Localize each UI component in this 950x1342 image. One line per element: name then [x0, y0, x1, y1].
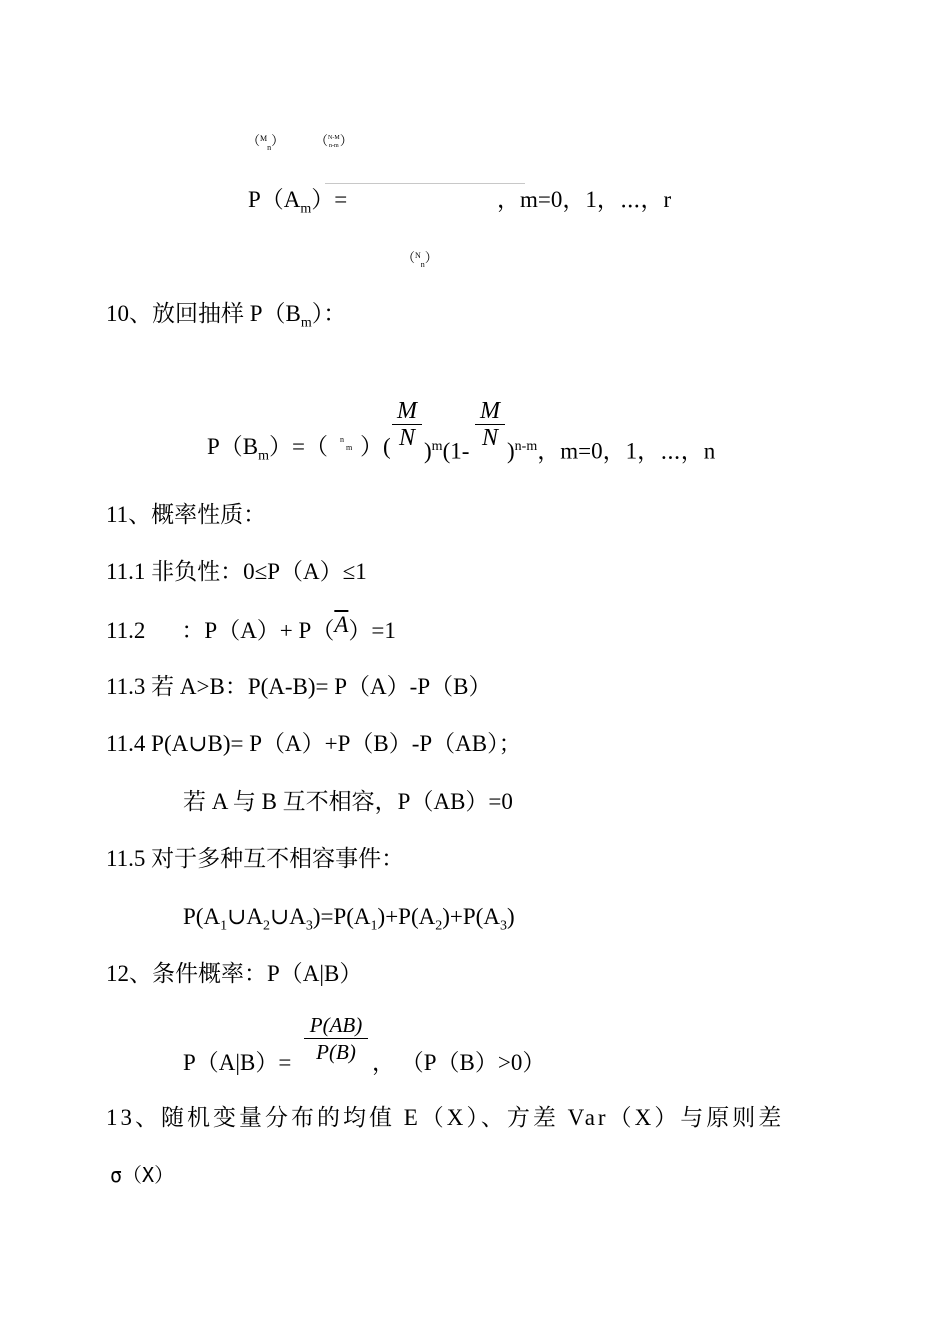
fraction-m-over-n-1 — [392, 398, 422, 451]
subscript: m — [258, 448, 270, 464]
superscript: m — [431, 439, 443, 454]
item13-heading-cont: σ（X） — [110, 1163, 175, 1187]
text: (1- — [442, 438, 470, 464]
subscript: 1 — [220, 918, 228, 934]
binomial-tail — [507, 433, 715, 466]
item12-heading: 12、条件概率：P（A|B） — [106, 961, 363, 986]
item10-heading — [106, 300, 346, 338]
denominator: N — [481, 425, 498, 451]
binomial-mid — [424, 433, 469, 466]
paren: ） — [339, 133, 353, 148]
paren: （ — [315, 133, 329, 148]
subscript: 1 — [370, 918, 378, 934]
paren: （ — [247, 133, 261, 148]
fraction-m-over-n-2 — [475, 398, 505, 451]
paren: ） — [271, 133, 285, 148]
binomial-coef — [340, 435, 353, 452]
text: 11.2 — [106, 618, 146, 643]
subscript: 2 — [435, 918, 443, 934]
text: ）=1 — [348, 618, 396, 643]
subscript: 2 — [262, 918, 270, 934]
subscript: m — [300, 201, 312, 217]
item11-5: 11.5 对于多种互不相容事件： — [106, 846, 405, 871]
denominator: N — [398, 425, 415, 451]
hyper-lhs — [248, 186, 347, 224]
hyper-rhs: ，m=0，1，⋯，r — [497, 187, 672, 212]
text: )=P(A — [312, 904, 371, 929]
item13-heading: 13、随机变量分布的均值 E（X）、方差 Var（X）与原则差 — [106, 1105, 785, 1130]
item11-heading: 11、概率性质： — [106, 502, 267, 527]
item12-lhs: P（A|B）= — [183, 1050, 292, 1075]
item11-5-formula — [183, 903, 515, 941]
denominator: P(B) — [316, 1040, 356, 1064]
item11-4-note: 若 A 与 B 互不相容，P（AB）=0 — [183, 789, 513, 814]
text: ）=（ — [269, 434, 329, 459]
item11-4: 11.4 P(A∪B)= P（A）+P（B）-P（AB）； — [106, 731, 522, 756]
item11-1: 11.1 非负性：0≤P（A）≤1 — [106, 559, 367, 584]
numerator: M — [480, 398, 500, 424]
binom-bottom: n-m — [329, 143, 339, 150]
numerator: M — [397, 398, 417, 424]
text: ) — [424, 438, 432, 464]
binom-top: N-M — [328, 135, 340, 142]
text: ：P（A）+ P（ — [181, 618, 335, 643]
subscript: m — [300, 315, 312, 331]
subscript: 3 — [305, 918, 313, 934]
text: 10、放回抽样 P（B — [106, 301, 301, 326]
hyper-denom — [402, 247, 438, 269]
text: ）： — [311, 301, 347, 326]
hyper-binom-left — [247, 130, 285, 152]
hyper-binom-right — [315, 130, 353, 150]
complement-a: $\overline{A}$ — [334, 612, 349, 637]
item12-tail: ， （P（B）>0） — [372, 1050, 546, 1075]
item11-2 — [106, 612, 396, 645]
binom-top: n — [340, 435, 344, 444]
paren: ） — [424, 250, 438, 265]
text: ) — [507, 438, 515, 464]
binom-bottom: n — [267, 143, 272, 152]
superscript: n-m — [514, 439, 538, 454]
binomial-lhs — [207, 433, 328, 471]
text: ∪A — [269, 904, 306, 929]
text: )+P(A — [377, 904, 436, 929]
binom-bottom: n — [420, 260, 425, 269]
numerator: P(AB) — [309, 1013, 363, 1037]
text: P(A — [183, 904, 221, 929]
binom-top: N — [415, 251, 421, 260]
text: ，m=0，1，⋯，n — [537, 438, 716, 464]
subscript: 3 — [499, 918, 507, 934]
text: ∪A — [227, 904, 263, 929]
text: P（B — [207, 434, 259, 459]
item11-3: 11.3 若 A>B：P(A-B)= P（A）-P（B） — [106, 674, 492, 699]
conditional-fraction — [304, 1012, 368, 1065]
binom-top: M — [260, 134, 268, 143]
binom-bottom: m — [346, 443, 353, 452]
paren: （ — [402, 250, 416, 265]
text: )+P(A — [442, 904, 500, 929]
text: ) — [506, 904, 515, 929]
text: ）= — [311, 187, 348, 212]
fraction-bar — [325, 183, 525, 184]
text: P（A — [248, 187, 301, 212]
binomial-open: ）( — [360, 434, 391, 459]
